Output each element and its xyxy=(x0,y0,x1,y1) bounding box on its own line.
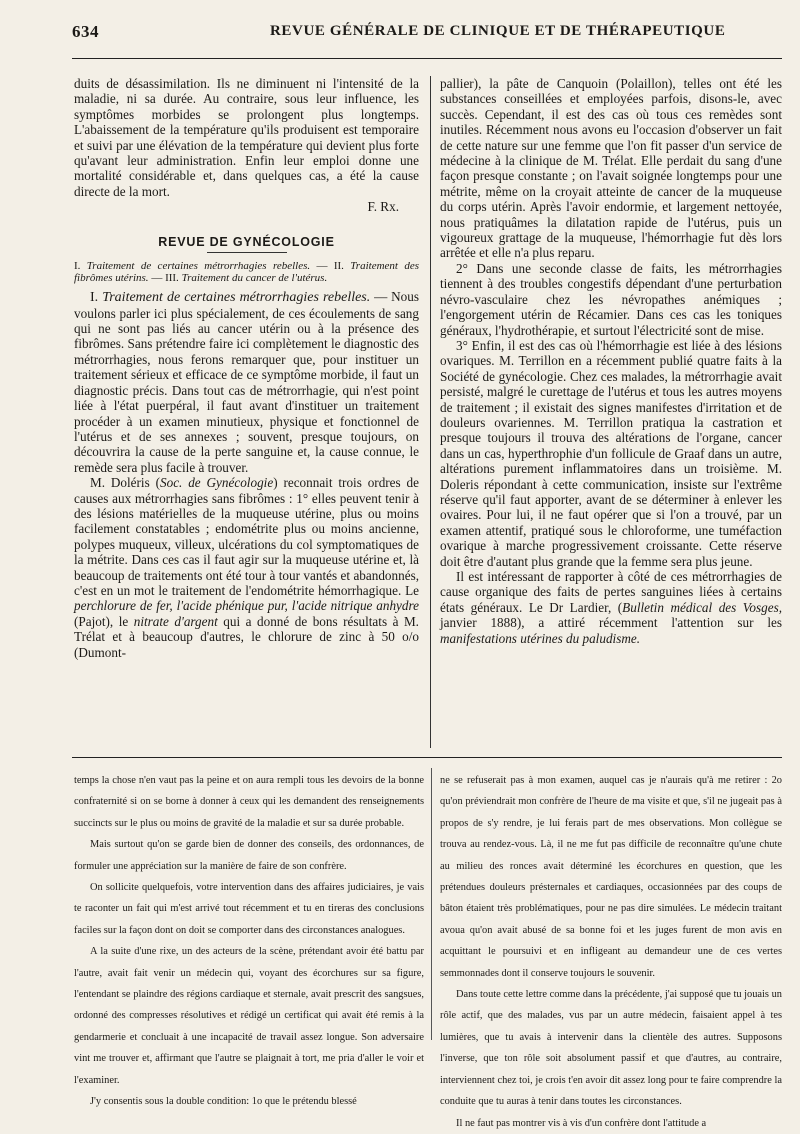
paragraph: pallier), la pâte de Canquoin (Polaillon), telles ont été les substances conseillées et employées parfois, disons-le, avec succès. Cependant, il est des cas où tous ces remèdes sont inutiles. Récemment nous avons eu l'occasion d'observer un fait de cette nature sur une femme que l'on fit passer d'un service de médecine à la clinique de M. Trélat. Elle perdait du sang d'une façon presque constante ; on l'avait soignée longtemps pour une métrite, même on la croyait atteinte de cancer de la muqueuse du corps utérin. Après l'avoir endormie, et largement nettoyée, nous pratiquâmes la dilatation rapide de l'utérus, puis un vigoureux grattage de la muqueuse, l'hémorrhagie fut dès lors arrêtée et elle n'a plus reparu. xyxy=(440,76,782,261)
paragraph: ne se refuserait pas à mon examen, auquel cas je n'aurais qu'à me retirer : 2o qu'on préviendrait mon confrère de l'heure de ma visite et que, s'il ne jugeait pas à propos de s'y rendre, je lui ferais part de mes observations. Mon collègue se trouva au rendez-vous. Là, il ne me fut pas difficile de reconnaître qu'une chute au milieu des ronces avait déterminé les écorchures en question, que les prétendues douleurs présternales et cardiaques, occasionnées par des coups de bâton étaient très problématiques, pour ne pas dire simulées. Le médecin traitant avoua qu'on avait abusé de sa bonne foi et les juges furent de mon avis en acquittant le poursuivi et en infligeant au demandeur une de ces vertes semmonnades dont il conserve toujours le souvenir. xyxy=(440,775,782,979)
letter-column-right xyxy=(440,770,782,1129)
header-rule xyxy=(72,58,782,59)
paragraph: 2° Dans une seconde classe de faits, les métrorrhagies tiennent à des troubles congestifs dépendant d'une perturbation névro-vasculaire chez les névropathes anémiques ; l'engorgement utérin de Récamier. Dans ces cas les toniques généraux, l'hydrothérapie, et surtout l'électricité sont de mise. xyxy=(440,260,782,338)
running-title: REVUE GÉNÉRALE DE CLINIQUE ET DE THÉRAPEUTIQUE xyxy=(270,23,726,39)
title-rule xyxy=(207,252,287,253)
author-signature: F. Rx. xyxy=(367,199,399,215)
paragraph: M. Doléris (Soc. de Gynécologie) reconnait trois ordres de causes aux métrorrhagies sans fibrômes : 1° elles peuvent tenir à des lésions matérielles de la muqueuse utérine, plus ou moins facilement constatables ; endométrite plus ou moins ancienne, polypes muqueux, villeux, ulcérations du col symptomatiques de la métrite. Dans ces cas il faut agir sur la muqueuse utérine et, là beaucoup de traitements ont été tour à tour vantés et abandonnés, c'est en un mot le traitement de l'endométrite hémorrhagique. Le perchlorure de fer, l'acide phénique pur, l'acide nitrique anhydre (Pajot), le nitrate d'argent qui a donné de bons résultats à M. Trélat et à beaucoup d'autres, le chlorure de zinc à 50 o/o (Dumont- xyxy=(74,475,419,660)
paragraph: Il est intéressant de rapporter à côté de ces métrorrhagies de cause organique des faits de pertes sanguines liées à certains états généraux. Le Dr Lardier, (Bulletin médical des Vosges, janvier 1888), a attiré récemment l'attention sur les manifestations utérines du paludisme. xyxy=(440,569,782,646)
column-divider xyxy=(430,76,431,748)
paragraph: Il ne faut pas montrer vis à vis d'un confrère dont l'attitude a xyxy=(456,1117,707,1129)
paragraph: J'y consentis sous la double condition: 1o que le prétendu blessé xyxy=(90,1096,357,1108)
letter-column-left xyxy=(74,770,424,1108)
section-rule xyxy=(72,757,782,758)
article-column-left xyxy=(74,76,419,754)
paragraph: A la suite d'une rixe, un des acteurs de la scène, prétendant avoir été battu par l'autre, avait fait venir un médecin qui, voyant des écorchures sur sa figure, l'entendant se plaindre des régions cardiaque et sternale, avait prescrit des sangsues, ordonné des compresses résolutives et rédigé un certificat qui avait été remis à la gendarmerie et concluait à une incapacité de travail assez longue. Son adversaire vint me trouver et, affirmant que l'autre se plaignait à tort, me pria d'aller le voir et l'examiner. xyxy=(74,946,424,1086)
paragraph: I. Traitement de certaines métrorrhagies rebelles. — Nous voulons parler ici plus spécialement, de ces écoulements de sang qui ne sont pas liés au cancer utérin ou à la présence des fibrômes. Sans prétendre faire ici complètement le diagnostic des métrorrhagies, nous ferons remarquer que, pour instituer un traitement sérieux et efficace de ce symptôme morbide, il faut un diagnostic précis. Dans tout cas de métrorrhagie, qui n'est point liée à l'état puerpéral, il faut avant d'instituer un traitement procéder à un examen minutieux, physique et fonctionnel de l'utérus et de ses annexes ; souvent, presque toujours, on découvrira la cause de la perte sanguine et, la cause connue, le remède sera plus facile à trouver. xyxy=(74,288,419,475)
article-column-right xyxy=(440,76,782,754)
paragraph: Mais surtout qu'on se garde bien de donner des conseils, des ordonnances, de formuler une appréciation sur la manière de faire de son confrère. xyxy=(74,839,424,872)
paragraph: temps la chose n'en vaut pas la peine et on aura rempli tous les devoirs de la bonne confraternité si on se borne à donner à ceux qui les demandent des renseignements succincts sur le plus ou moins de gravité de la maladie et sur sa durée probable. xyxy=(74,775,424,829)
section-summary: I. Traitement de certaines métrorrhagies rebelles. — II. Traitement des fibrômes utérins. — III. Traitement du cancer de l'utérus. xyxy=(74,260,419,284)
page-number: 634 xyxy=(72,22,99,41)
section-title: REVUE DE GYNÉCOLOGIE xyxy=(158,234,335,249)
page-header xyxy=(40,22,780,48)
paragraph: Dans toute cette lettre comme dans la précédente, j'ai supposé que tu jouais un rôle actif, que des malades, vus par un autre médecin, faisaient appel à tes lumières, que tu avais à intervenir dans la clientèle des autres. Supposons l'inverse, que ton rôle soit absolument passif et que d'autres, au contraire, interviennent chez toi, je crois t'en avoir dit assez long pour te faire comprendre la conduite que tu auras à tenir dans toutes les circonstances. xyxy=(440,989,782,1108)
column-divider xyxy=(431,768,432,1040)
paragraph: On sollicite quelquefois, votre intervention dans des affaires judiciaires, je vais te raconter un fait qui m'est arrivé tout récemment et tu en tireras des conclusions faciles sur la façon dont on doit se comporter dans des circonstances analogues. xyxy=(74,882,424,936)
paragraph: duits de désassimilation. Ils ne diminuent ni l'intensité de la maladie, ni sa durée. Au contraire, sous leur influence, les symptômes morbides se prolongent plus longtemps. L'abaissement de la température qu'ils produisent est temporaire et suivi par une élévation de la température qui devient plus forte qu'avant leur administration. Enfin leur emploi donne une mortalité considérable et, dans quelques cas, a été la cause directe de la mort. xyxy=(74,76,419,199)
paragraph: 3° Enfin, il est des cas où l'hémorrhagie est liée à des lésions ovariques. M. Terrillon en a récemment publié quatre faits à la Société de gynécologie. Chez ces malades, la métrorrhagie avait persisté, malgré le curettage de l'utérus et tous les autres moyens de traitement ; il existait des signes manifestes d'irritation et de douleurs ovariennes. M. Terrillon pratiqua la castration et presque toujours il trouva des altérations de l'organe, cancer dans un cas, hyperthrophie d'un follicule de Graaf dans un autre, altérations purement inflammatoires dans un troisième. M. Doleris répondant à cette communication, insiste sur l'extrême réserve qu'il faut apporter, avant de se déterminer à enlever les ovaires. Pour lui, il ne faut opérer que si l'on a trouvé, par un examen attentif, pratiqué sous le chloroforme, une tuméfaction ovarique à marche progressivement croissante. Cette réserve doit être d'autant plus grande que la femme sera plus jeune. xyxy=(440,337,782,569)
subsection-heading: Traitement de certaines métrorrhagies rebelles. xyxy=(102,289,371,305)
